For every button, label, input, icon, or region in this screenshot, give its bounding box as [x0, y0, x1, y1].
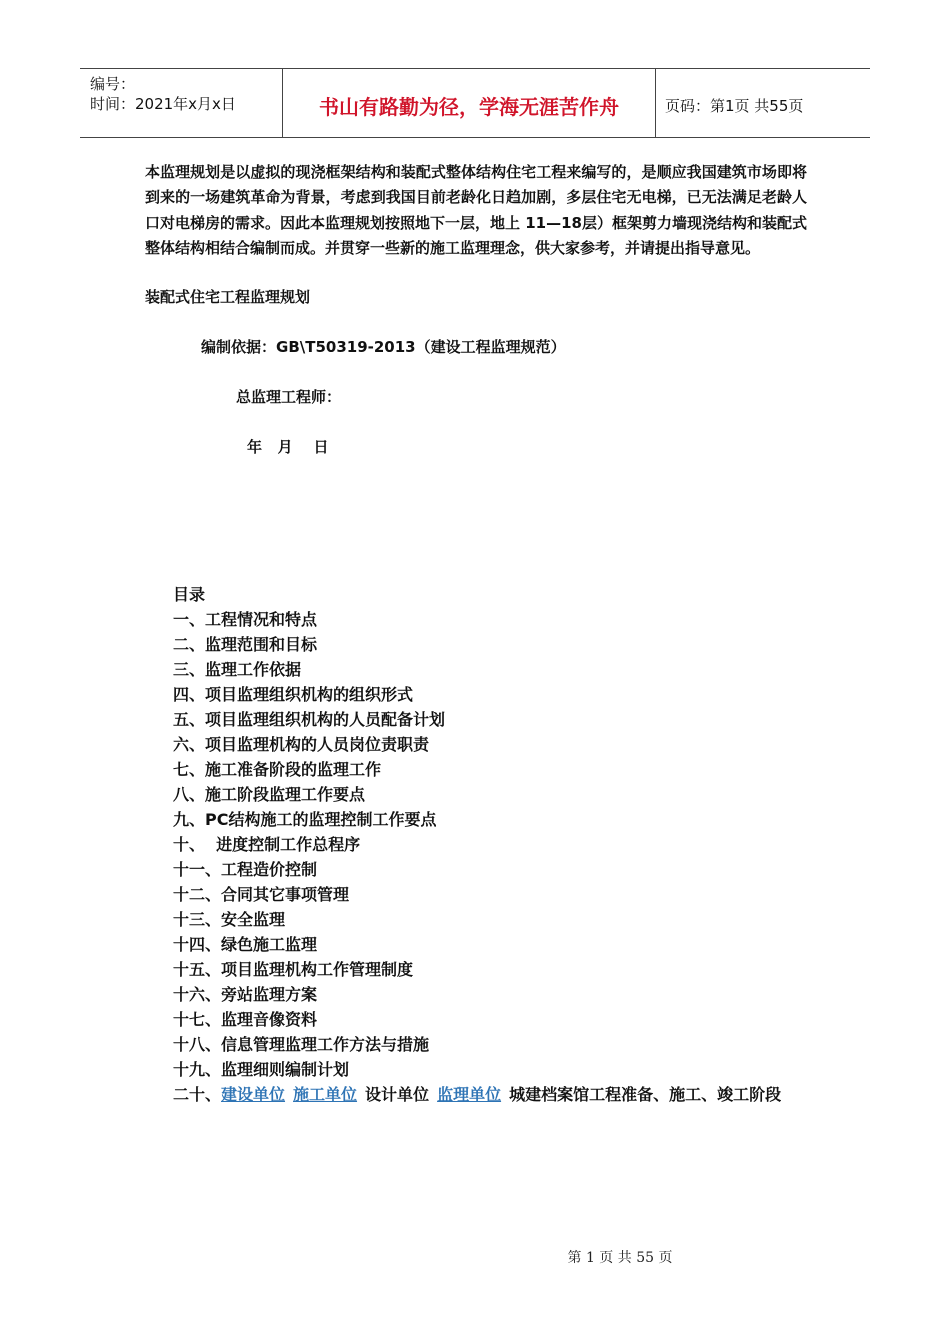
toc-last-rest: 城建档案馆工程准备、施工、竣工阶段 [509, 1085, 782, 1104]
header-motto: 书山有路勤为径，学海无涯苦作舟 [319, 95, 619, 119]
toc-item: 十、 进度控制工作总程序 [173, 835, 361, 854]
toc-item: 一、工程情况和特点 [173, 610, 318, 629]
toc-item: 十七、监理音像资料 [173, 1010, 318, 1029]
page-header [80, 68, 870, 138]
toc-item: 三、监理工作依据 [173, 660, 302, 679]
document-date: 时间：2021年x月x日 [90, 95, 236, 113]
toc-item: 四、项目监理组织机构的组织形式 [173, 685, 414, 704]
header-right-cell [655, 69, 870, 137]
toc-item: 十九、监理细则编制计划 [173, 1060, 350, 1079]
link-contractor-unit[interactable]: 施工单位 [293, 1085, 358, 1104]
date-blank: 年 月 日 [247, 438, 329, 456]
toc-item: 五、项目监理组织机构的人员配备计划 [173, 710, 446, 729]
intro-paragraph: 本监理规划是以虚拟的现浇框架结构和装配式整体结构住宅工程来编写的，是顺应我国建筑市场即将到来的一场建筑革命为背景，考虑到我国目前老龄化日趋加剧，多层住宅无电梯，已无法满足老龄人口对电梯房的需求。因此本监理规划按照地下一层，地上 11—18层）框架剪力墙现浇结构和装配式整体结构相结合编制而成。并贯穿一些新的施工监理理念，供大家参考，并请提出指导意见。 [145, 163, 807, 258]
compilation-basis: 编制依据：GB\T50319-2013（建设工程监理规范） [201, 338, 566, 356]
link-supervision-unit[interactable]: 监理单位 [437, 1085, 502, 1104]
toc-item: 二、监理范围和目标 [173, 635, 318, 654]
table-of-contents [173, 582, 813, 1107]
toc-item: 十三、安全监理 [173, 910, 286, 929]
document-title: 装配式住宅工程监理规划 [145, 288, 311, 306]
toc-item: 七、施工准备阶段的监理工作 [173, 760, 382, 779]
toc-item: 八、施工阶段监理工作要点 [173, 785, 366, 804]
toc-item: 十八、信息管理监理工作方法与措施 [173, 1035, 430, 1054]
toc-item: 十二、合同其它事项管理 [173, 885, 350, 904]
toc-item: 六、项目监理机构的人员岗位责职责 [173, 735, 430, 754]
toc-item-last [173, 1082, 813, 1107]
toc-last-prefix: 二十、 [173, 1085, 222, 1104]
document-number: 编号： [90, 75, 136, 93]
header-page-number: 页码：第1页 共55页 [665, 97, 804, 115]
toc-title: 目录 [173, 585, 206, 604]
link-construction-unit[interactable]: 建设单位 [221, 1085, 286, 1104]
header-center-cell [282, 69, 656, 137]
toc-item: 十四、绿色施工监理 [173, 935, 318, 954]
toc-item: 十六、旁站监理方案 [173, 985, 318, 1004]
header-left-cell [80, 69, 282, 137]
toc-item: 十一、工程造价控制 [173, 860, 318, 879]
page-footer: 第 1 页 共 55 页 [567, 1250, 673, 1266]
design-unit-text: 设计单位 [365, 1085, 430, 1104]
toc-item: 十五、项目监理机构工作管理制度 [173, 960, 414, 979]
toc-item: 九、PC结构施工的监理控制工作要点 [173, 810, 437, 829]
chief-engineer-label: 总监理工程师： [236, 388, 342, 406]
